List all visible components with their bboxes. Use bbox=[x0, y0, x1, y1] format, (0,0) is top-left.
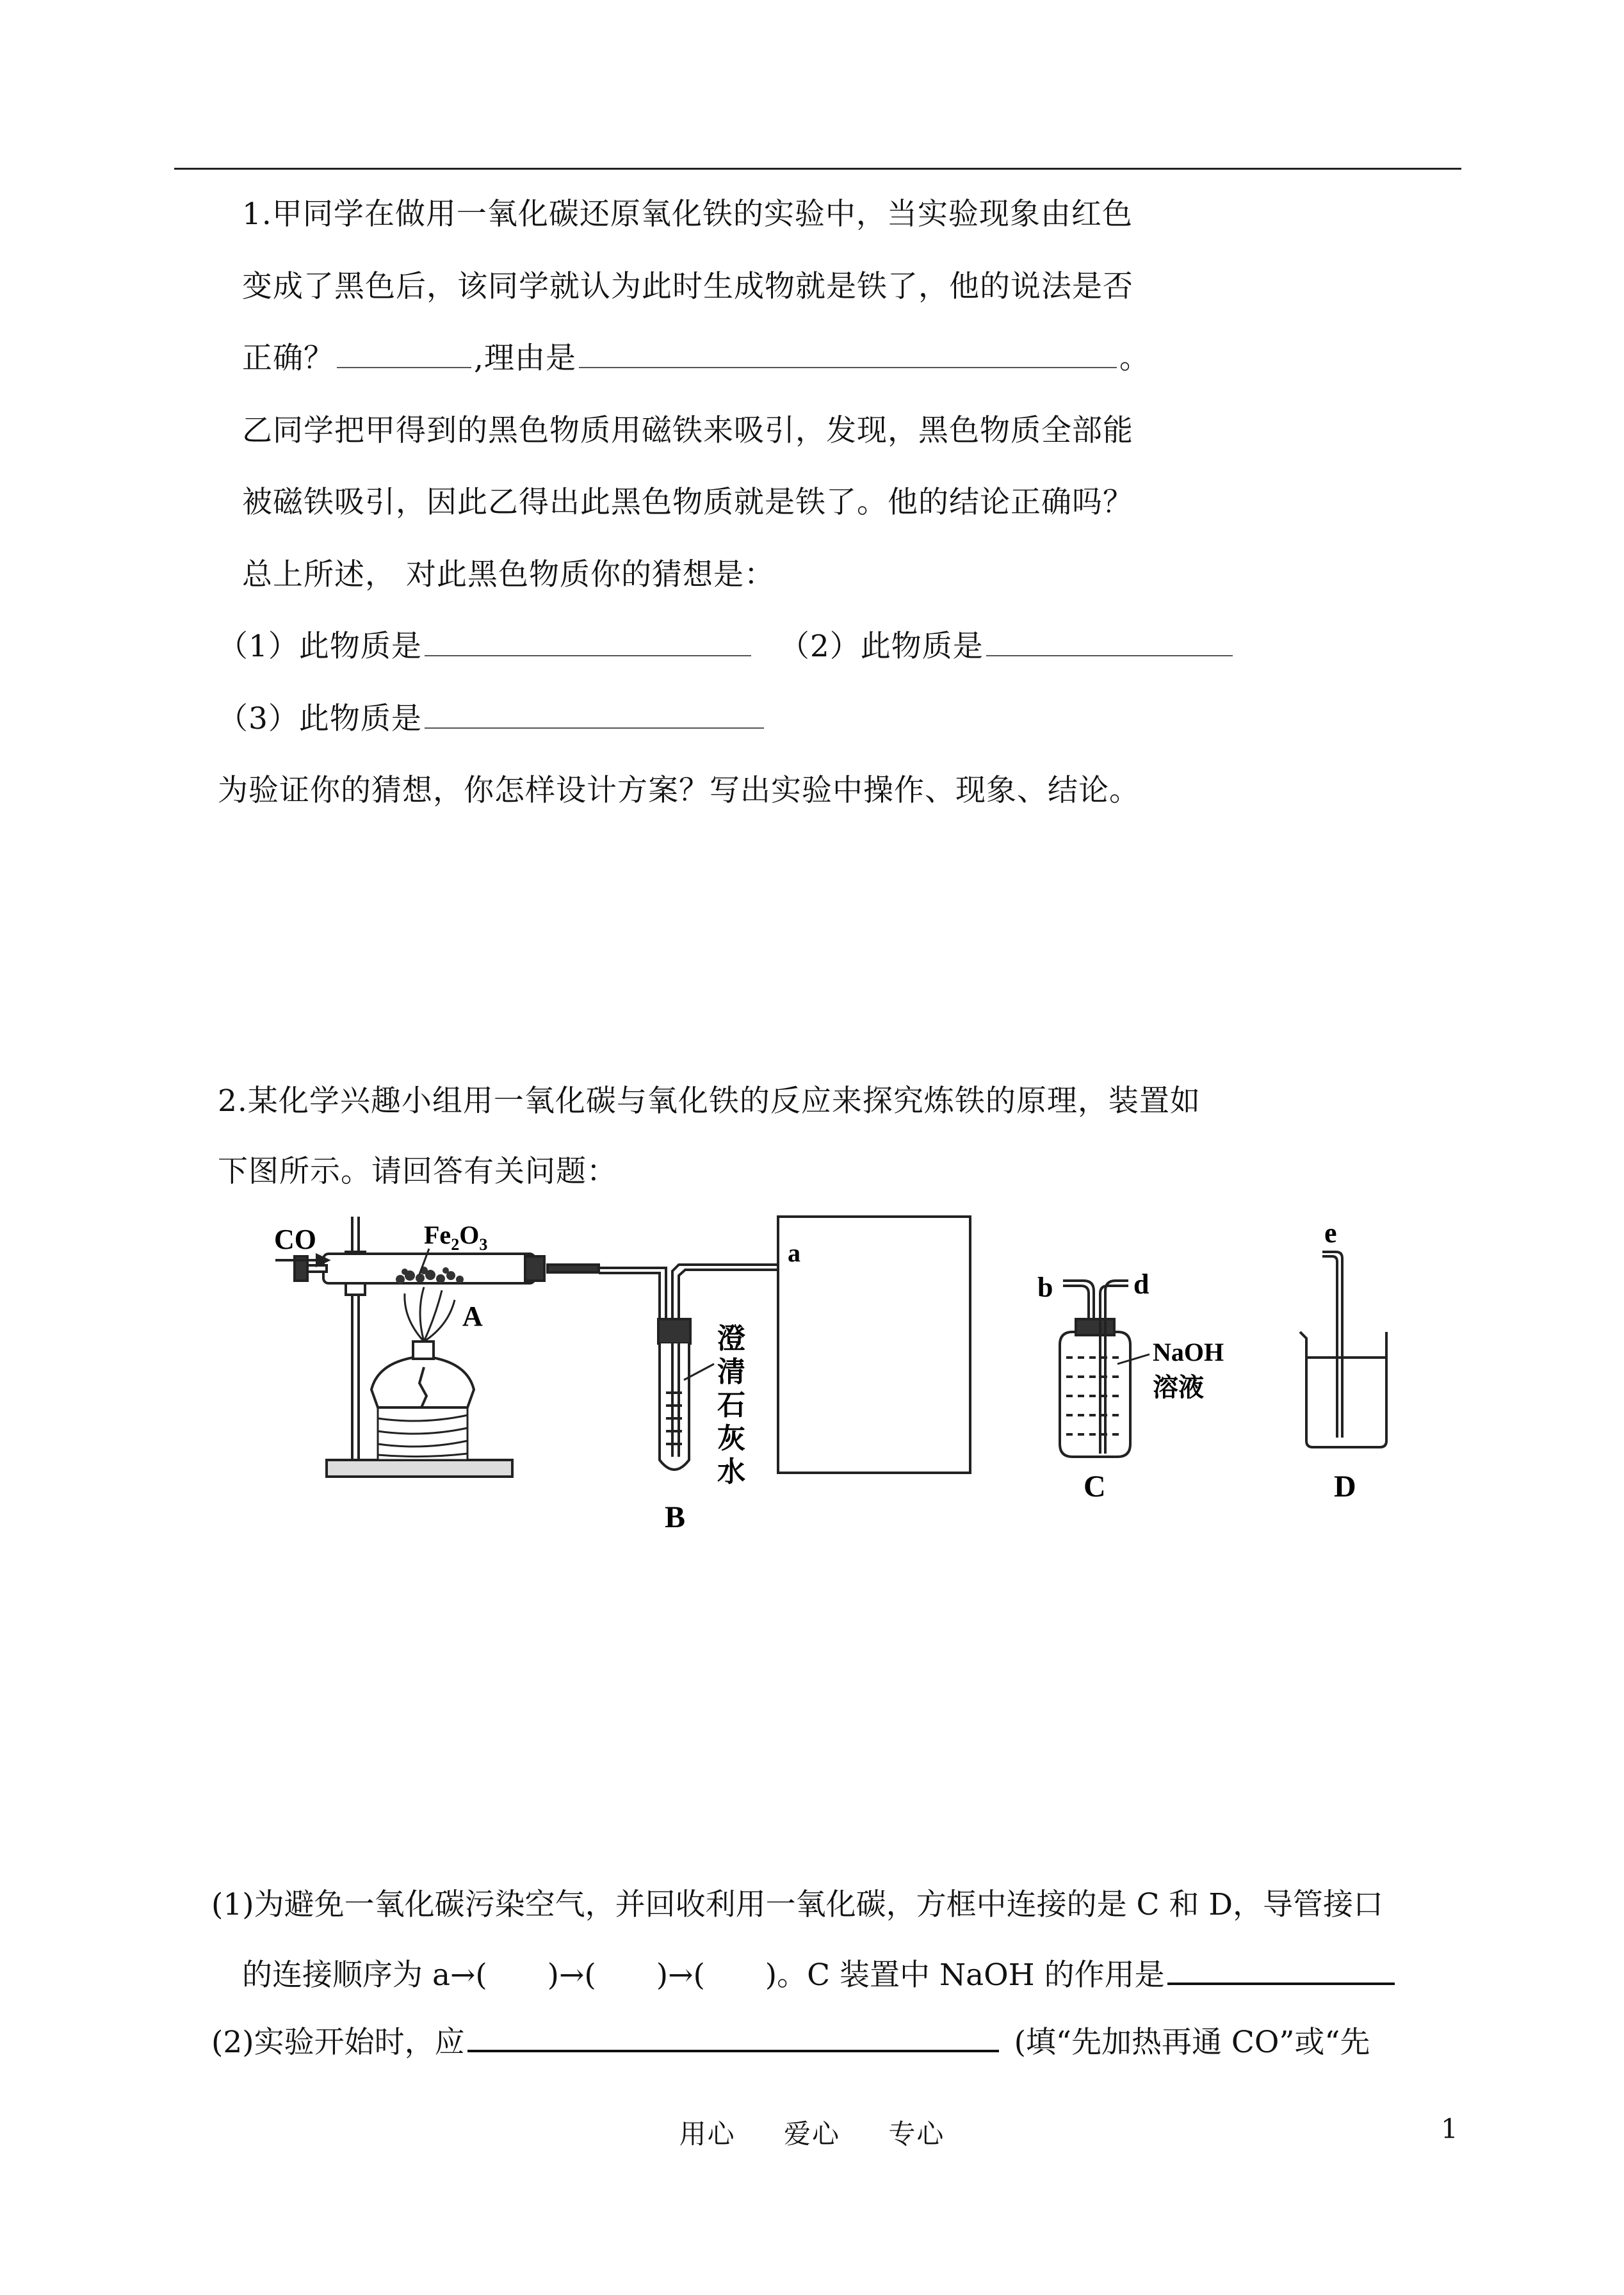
label-naoh: NaOH bbox=[1153, 1338, 1224, 1366]
beaker-d bbox=[1300, 1252, 1386, 1447]
answer-blank-guess2[interactable] bbox=[986, 629, 1233, 656]
port-b-label: b bbox=[1037, 1272, 1053, 1303]
q2-sub1-line2-text: 的连接顺序为 a→( )→( )→( )。C 装置中 NaOH 的作用是 bbox=[242, 1958, 1165, 1993]
svg-text:水: 水 bbox=[717, 1456, 745, 1488]
connection-box bbox=[778, 1217, 970, 1473]
label-fe2o3: $Fe_2O_3$ bbox=[424, 1220, 488, 1254]
answer-blank-guess3[interactable] bbox=[425, 702, 764, 729]
test-tube-b bbox=[658, 1319, 690, 1470]
wash-bottle-c bbox=[1060, 1281, 1130, 1457]
port-d-label: d bbox=[1133, 1269, 1149, 1300]
label-a: A bbox=[462, 1301, 483, 1332]
answer-blank-start[interactable] bbox=[467, 2024, 999, 2052]
q1-line8: 为验证你的猜想，你怎样设计方案？写出实验中操作、现象、结论。 bbox=[218, 773, 1140, 808]
label-co: CO bbox=[274, 1224, 316, 1255]
q1-guess-row bbox=[218, 628, 1235, 666]
q2-sub2-line bbox=[211, 2023, 1370, 2062]
label-c: C bbox=[1084, 1470, 1106, 1504]
port-a-label: a bbox=[788, 1238, 800, 1267]
q1-line5: 被磁铁吸引，因此乙得出此黑色物质就是铁了。他的结论正确吗？ bbox=[242, 485, 1133, 520]
answer-blank-reason[interactable] bbox=[579, 341, 1117, 368]
answer-blank-naoh[interactable] bbox=[1167, 1957, 1395, 1985]
alcohol-lamp bbox=[371, 1342, 474, 1407]
label-limewater bbox=[717, 1323, 745, 1488]
label-d: D bbox=[1334, 1470, 1356, 1504]
page-number: 1 bbox=[1441, 2113, 1458, 2145]
footer-text-2: 爱心 bbox=[783, 2118, 840, 2150]
q2-sub1-line1: (1)为避免一氧化碳污染空气，并回收利用一氧化碳，方框中连接的是 C 和 D，导管接口 bbox=[211, 1887, 1384, 1922]
svg-text:澄: 澄 bbox=[717, 1323, 745, 1354]
q1-line3-prefix: 正确？ bbox=[242, 341, 334, 376]
q1-line3 bbox=[242, 339, 1150, 378]
guess2-label: （2）此物质是 bbox=[779, 629, 984, 664]
q2-line1: 2.某化学兴趣小组用一氧化碳与氧化铁的反应来探究炼铁的原理，装置如 bbox=[218, 1083, 1201, 1119]
label-b: B bbox=[665, 1500, 686, 1534]
header-rule bbox=[174, 168, 1461, 170]
svg-text:石: 石 bbox=[717, 1390, 745, 1421]
delivery-tube bbox=[599, 1265, 807, 1319]
flame bbox=[405, 1287, 455, 1342]
apparatus-figure bbox=[256, 1204, 1409, 1550]
q2-line2: 下图所示。请回答有关问题： bbox=[218, 1154, 617, 1189]
q1-guess-row-2 bbox=[218, 700, 767, 738]
svg-text:灰: 灰 bbox=[717, 1423, 745, 1454]
footer bbox=[0, 2113, 1624, 2152]
footer-text-1: 用心 bbox=[679, 2118, 736, 2150]
q1-line1: 1.甲同学在做用一氧化碳还原氧化铁的实验中，当实验现象由红色 bbox=[242, 197, 1133, 232]
svg-text:清: 清 bbox=[717, 1356, 745, 1388]
guess3-label: （3）此物质是 bbox=[218, 701, 422, 736]
q1-line3-end: 。 bbox=[1119, 341, 1150, 376]
q2-sub1-line2 bbox=[242, 1956, 1397, 1995]
wooden-block bbox=[378, 1407, 467, 1460]
q2-sub2-suffix: (填“先加热再通 CO”或“先 bbox=[1014, 2025, 1370, 2060]
q1-line6: 总上所述， 对此黑色物质你的猜想是： bbox=[242, 557, 775, 592]
footer-text-3: 专心 bbox=[888, 2118, 945, 2150]
q1-line2: 变成了黑色后，该同学就认为此时生成物就是铁了，他的说法是否 bbox=[242, 269, 1133, 304]
answer-blank-correct[interactable] bbox=[337, 341, 471, 368]
q1-line3-reason: ,理由是 bbox=[474, 341, 576, 376]
port-e-label: e bbox=[1324, 1217, 1337, 1249]
guess1-label: （1）此物质是 bbox=[218, 629, 422, 664]
label-solution: 溶液 bbox=[1153, 1373, 1204, 1402]
q1-line4: 乙同学把甲得到的黑色物质用磁铁来吸引，发现，黑色物质全部能 bbox=[242, 413, 1133, 448]
answer-blank-guess1[interactable] bbox=[425, 629, 751, 656]
q2-sub2-prefix: (2)实验开始时，应 bbox=[211, 2025, 465, 2060]
